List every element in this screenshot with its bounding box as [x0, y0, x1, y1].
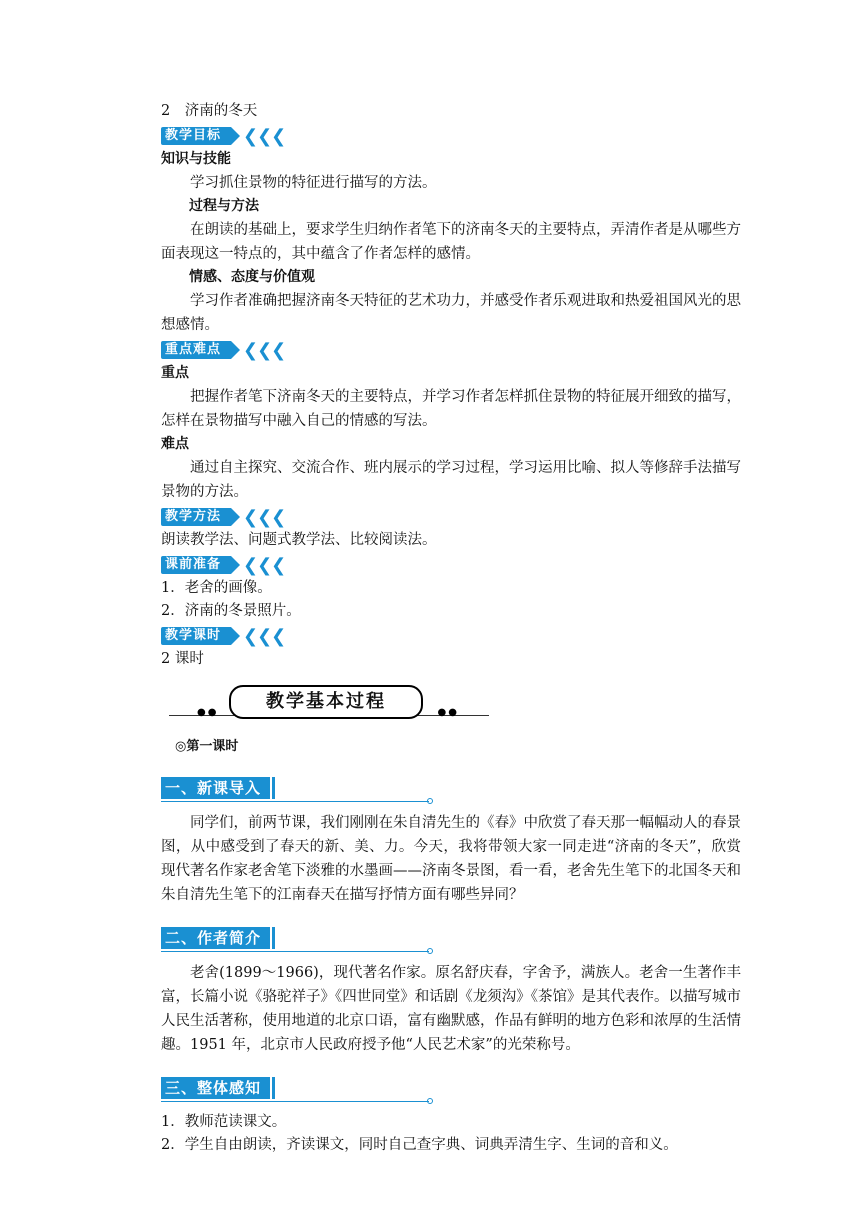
- section-item: 1．教师范读课文。: [161, 1114, 287, 1130]
- section-heading: [161, 927, 431, 955]
- banner-title: 教学基本过程: [229, 685, 423, 719]
- hours-text: 2 课时: [161, 651, 204, 667]
- section-title: 一、新课导入: [161, 777, 270, 799]
- chevrons-icon: ❮❮❮: [243, 554, 286, 576]
- section-text: 老舍(1899～1966)，现代著名作家。原名舒庆春，字舍予，满族人。老舍一生著作丰富，长篇小说《骆驼祥子》《四世同堂》和话剧《龙须沟》《茶馆》是其代表作。以描写城市人民生活著称，使用地道的北京口语，富有幽默感，作品有鲜明的地方色彩和浓厚的生活情趣。1951 年，北京市人民政府授予他“人民艺术家”的光荣称号。: [161, 965, 741, 1053]
- tag-label: 教学目标: [161, 127, 231, 145]
- knowledge-heading: 知识与技能: [161, 151, 231, 167]
- tag-key-points: [161, 339, 741, 361]
- difficult-text: 通过自主探究、交流合作、班内展示的学习过程，学习运用比喻、拟人等修辞手法描写景物的方法。: [161, 460, 741, 500]
- section-heading: [161, 1077, 431, 1105]
- methods-text: 朗读教学法、问题式教学法、比较阅读法。: [161, 532, 437, 548]
- section-title: 三、整体感知: [161, 1077, 270, 1099]
- tag-preparation: [161, 554, 741, 576]
- tag-label: 教学课时: [161, 627, 231, 645]
- process-text: 在朗读的基础上，要求学生归纳作者笔下的济南冬天的主要特点，弄清作者是从哪些方面表现这一特点的，其中蕴含了作者怎样的感情。: [161, 222, 741, 262]
- lesson-label: ◎第一课时: [175, 739, 239, 754]
- chevrons-icon: ❮❮❮: [243, 625, 286, 647]
- process-banner: [169, 685, 489, 725]
- difficult-heading: 难点: [161, 436, 189, 452]
- lesson-title: 2 济南的冬天: [161, 103, 258, 119]
- section-item: 2．学生自由朗读，齐读课文，同时自己查字典、词典弄清生字、生词的音和义。: [161, 1137, 678, 1153]
- emotion-heading: 情感、态度与价值观: [189, 269, 315, 285]
- process-heading: 过程与方法: [189, 198, 259, 214]
- emotion-text: 学习作者准确把握济南冬天特征的艺术功力，并感受作者乐观进取和热爱祖国风光的思想感情。: [161, 293, 741, 333]
- chevrons-icon: ❮❮❮: [243, 506, 286, 528]
- banner-dots-icon: ●●: [437, 707, 459, 718]
- section-heading: [161, 777, 431, 805]
- section-text: 同学们，前两节课，我们刚刚在朱自清先生的《春》中欣赏了春天那一幅幅动人的春景图，从中感受到了春天的新、美、力。今天，我将带领大家一同走进“济南的冬天”，欣赏现代著名作家老舍笔下淡雅的水墨画——济南冬景图，看一看，老舍先生笔下的北国冬天和朱自清先生笔下的江南春天在描写抒情方面有哪些异同？: [161, 815, 741, 903]
- knowledge-text: 学习抓住景物的特征进行描写的方法。: [190, 175, 437, 191]
- chevrons-icon: ❮❮❮: [243, 339, 286, 361]
- section-title: 二、作者简介: [161, 927, 270, 949]
- preparation-item: 1．老舍的画像。: [161, 580, 272, 596]
- chevrons-icon: ❮❮❮: [243, 125, 286, 147]
- tag-label: 重点难点: [161, 341, 231, 359]
- key-heading: 重点: [161, 365, 189, 381]
- preparation-item: 2．济南的冬景照片。: [161, 603, 301, 619]
- tag-label: 教学方法: [161, 508, 231, 526]
- tag-label: 课前准备: [161, 556, 231, 574]
- key-text: 把握作者笔下济南冬天的主要特点，并学习作者怎样抓住景物的特征展开细致的描写，怎样在景物描写中融入自己的情感的写法。: [161, 389, 741, 429]
- tag-hours: [161, 625, 741, 647]
- tag-goals: [161, 125, 741, 147]
- document-page: [161, 100, 741, 1157]
- banner-dots-icon: ●●: [197, 707, 219, 718]
- tag-methods: [161, 506, 741, 528]
